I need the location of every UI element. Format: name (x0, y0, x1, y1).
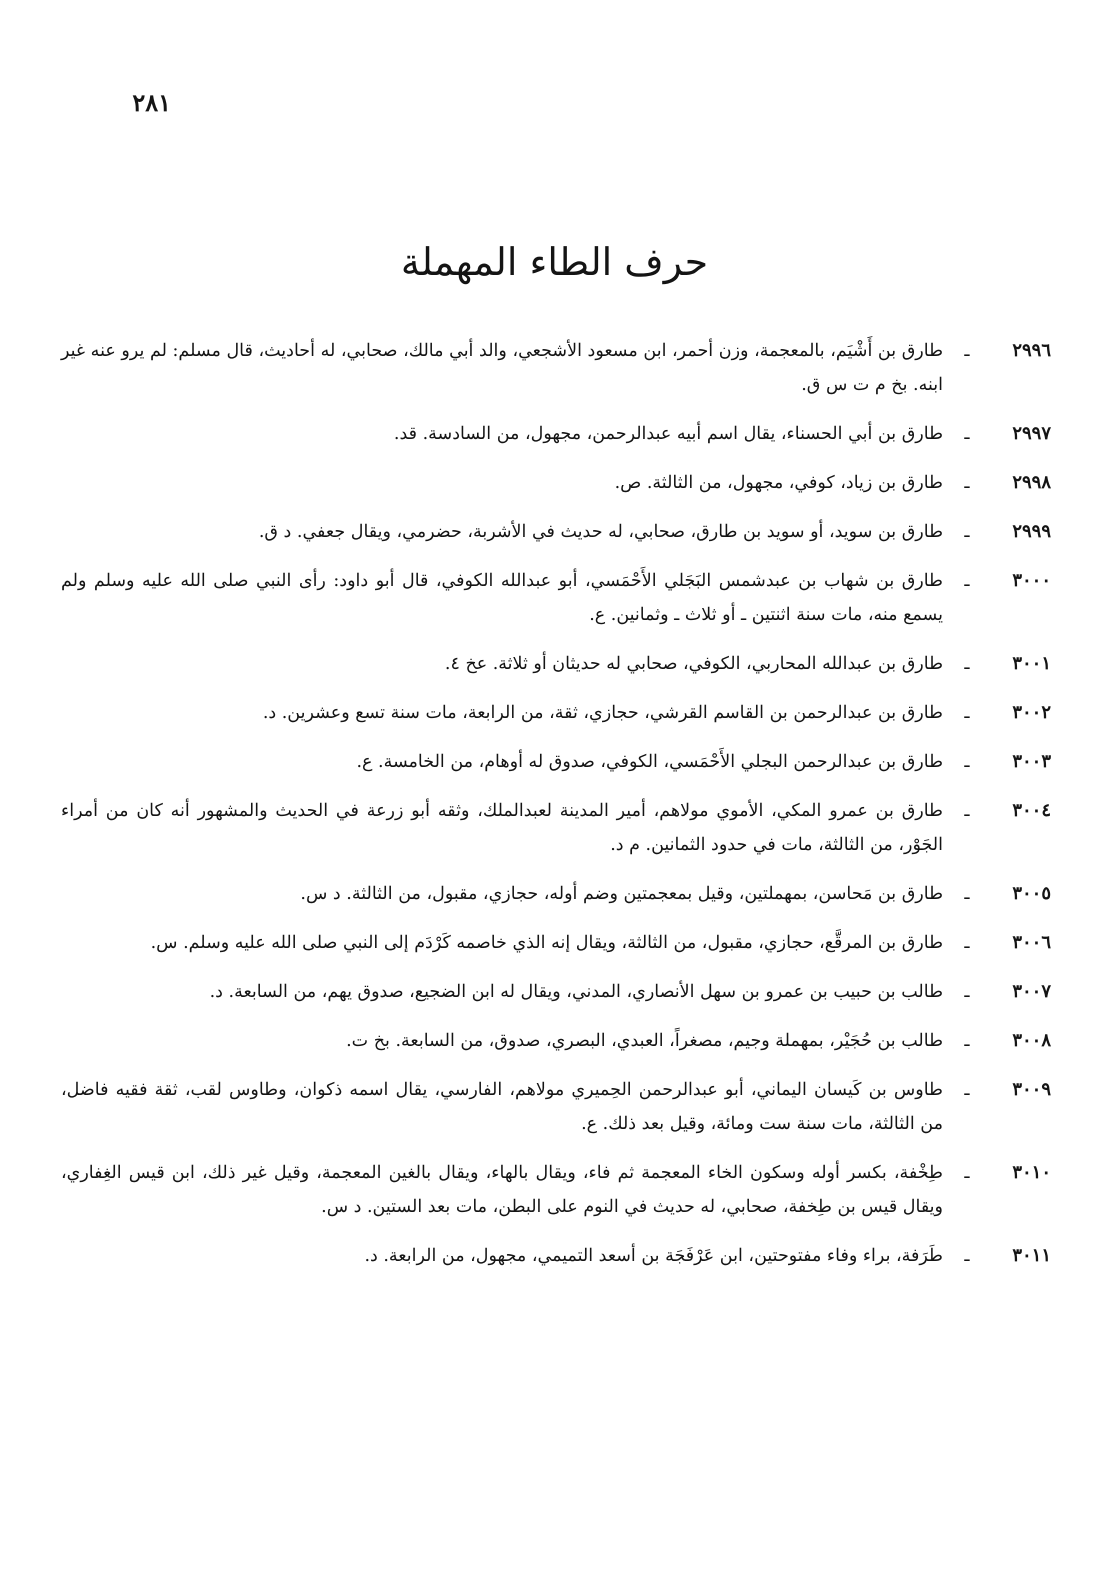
entry-dash: ـ (964, 1246, 970, 1266)
entry-text: طِخْفة، بكسر أوله وسكون الخاء المعجمة ثم فاء، ويقال بالهاء، ويقال بالغين المعجمة، وقيل غير ذلك، ابن قيس الغِفاري، ويقال قيس بن طِخفة، صحابي، له حديث في النوم على البطن، مات بعد الستين. د س. (61, 1163, 943, 1217)
entry-number: ٣٠٠٤ (1012, 800, 1051, 821)
entry-number: ٣٠١٠ (1012, 1162, 1051, 1183)
entry-dash: ـ (964, 884, 970, 904)
entry-dash: ـ (964, 752, 970, 772)
entry-dash: ـ (964, 1031, 970, 1051)
entry-text: طاوس بن كَيسان اليماني، أبو عبدالرحمن الحِميري مولاهم، الفارسي، يقال اسمه ذكوان، وطاوس لقب، ثقة فقيه فاضل، من الثالثة، مات سنة ست ومائة، وقيل بعد ذلك. ع. (61, 1080, 943, 1134)
entry-number: ٣٠٠٦ (1012, 932, 1051, 953)
entry-item (61, 877, 1051, 911)
entry-item (61, 1073, 1051, 1141)
entry-number: ٣٠٠٢ (1012, 702, 1051, 723)
chapter-title: حرف الطاء المهملة (400, 240, 709, 284)
entry-number: ٣٠١١ (1012, 1245, 1051, 1266)
page-number: ٢٨١ (132, 88, 171, 117)
entry-text: طارق بن زياد، كوفي، مجهول، من الثالثة. ص. (614, 473, 943, 493)
entry-item (61, 515, 1051, 549)
entry-number: ٢٩٩٦ (1012, 340, 1051, 361)
entry-number: ٣٠٠٠ (1012, 570, 1051, 591)
entry-dash: ـ (964, 703, 970, 723)
entry-item (61, 417, 1051, 451)
entry-text: طالب بن حُجَيْر، بمهملة وجيم، مصغراً، العبدي، البصري، صدوق، من السابعة. بخ ت. (346, 1031, 943, 1051)
entry-number: ٣٠٠٨ (1012, 1030, 1051, 1051)
entry-item (61, 696, 1051, 730)
entry-number: ٣٠٠١ (1012, 653, 1051, 674)
entry-item (61, 926, 1051, 960)
entry-item (61, 1024, 1051, 1058)
entry-text: طارق بن عبدالرحمن بن القاسم القرشي، حجازي، ثقة، من الرابعة، مات سنة تسع وعشرين. د. (262, 703, 943, 723)
entry-text: طارق بن عمرو المكي، الأموي مولاهم، أمير المدينة لعبدالملك، وثقه أبو زرعة في الحديث والمشهور أنه كان من أمراء الجَوْر، من الثالثة، مات في حدود الثمانين. م د. (61, 801, 943, 855)
entry-text: طارق بن عبدالله المحاربي، الكوفي، صحابي له حديثان أو ثلاثة. عخ ٤. (444, 654, 943, 674)
entry-text: طالب بن حبيب بن عمرو بن سهل الأنصاري، المدني، ويقال له ابن الضجيع، صدوق يهم، من السابعة. د. (209, 982, 943, 1002)
entry-text: طارق بن المرقَّع، حجازي، مقبول، من الثالثة، ويقال إنه الذي خاصمه كَرْدَم إلى النبي صلى الله عليه وسلم. س. (150, 933, 943, 953)
entry-text: طارق بن عبدالرحمن البجلي الأَحْمَسي، الكوفي، صدوق له أوهام، من الخامسة. ع. (356, 752, 943, 772)
entry-dash: ـ (964, 424, 970, 444)
entry-text: طارق بن مَحاسن، بمهملتين، وقيل بمعجمتين وضم أوله، حجازي، مقبول، من الثالثة. د س. (300, 884, 943, 904)
entry-item (61, 975, 1051, 1009)
entry-item (61, 745, 1051, 779)
entry-dash: ـ (964, 473, 970, 493)
entry-item (61, 466, 1051, 500)
entry-dash: ـ (964, 571, 970, 591)
entry-text: طارق بن أبي الحسناء، يقال اسم أبيه عبدالرحمن، مجهول، من السادسة. قد. (393, 424, 943, 444)
entry-item (61, 1239, 1051, 1273)
entry-dash: ـ (964, 933, 970, 953)
entry-text: طارق بن سويد، أو سويد بن طارق، صحابي، له حديث في الأشربة، حضرمي، ويقال جعفي. د ق. (258, 522, 943, 542)
entry-number: ٣٠٠٧ (1012, 981, 1051, 1002)
entry-text: طارق بن أَشْيَم، بالمعجمة، وزن أحمر، ابن مسعود الأشجعي، والد أبي مالك، صحابي، له أحاديث، قال مسلم: لم يرو عنه غير ابنه. بخ م ت س ق. (61, 341, 943, 395)
entry-dash: ـ (964, 801, 970, 821)
entry-dash: ـ (964, 341, 970, 361)
entry-dash: ـ (964, 654, 970, 674)
entry-number: ٣٠٠٣ (1012, 751, 1051, 772)
entry-dash: ـ (964, 1163, 970, 1183)
entry-text: طَرَفة، براء وفاء مفتوحتين، ابن عَرْفَجَة بن أسعد التميمي، مجهول، من الرابعة. د. (364, 1246, 943, 1266)
entry-text: طارق بن شهاب بن عبدشمس البَجَلي الأَحْمَسي، أبو عبدالله الكوفي، قال أبو داود: رأى النبي صلى الله عليه وسلم ولم يسمع منه، مات سنة اثنتين ـ أو ثلاث ـ وثمانين. ع. (61, 571, 943, 625)
entry-dash: ـ (964, 982, 970, 1002)
entry-item (61, 334, 1051, 402)
entry-item (61, 794, 1051, 862)
entry-number: ٣٠٠٥ (1012, 883, 1051, 904)
entry-number: ٢٩٩٨ (1012, 472, 1051, 493)
entry-item (61, 1156, 1051, 1224)
entry-number: ٢٩٩٩ (1012, 521, 1051, 542)
entry-number: ٢٩٩٧ (1012, 423, 1051, 444)
entry-number: ٣٠٠٩ (1012, 1079, 1051, 1100)
entry-dash: ـ (964, 1080, 970, 1100)
entry-item (61, 647, 1051, 681)
entry-dash: ـ (964, 522, 970, 542)
entry-item (61, 564, 1051, 632)
entries-list (61, 334, 1051, 1288)
